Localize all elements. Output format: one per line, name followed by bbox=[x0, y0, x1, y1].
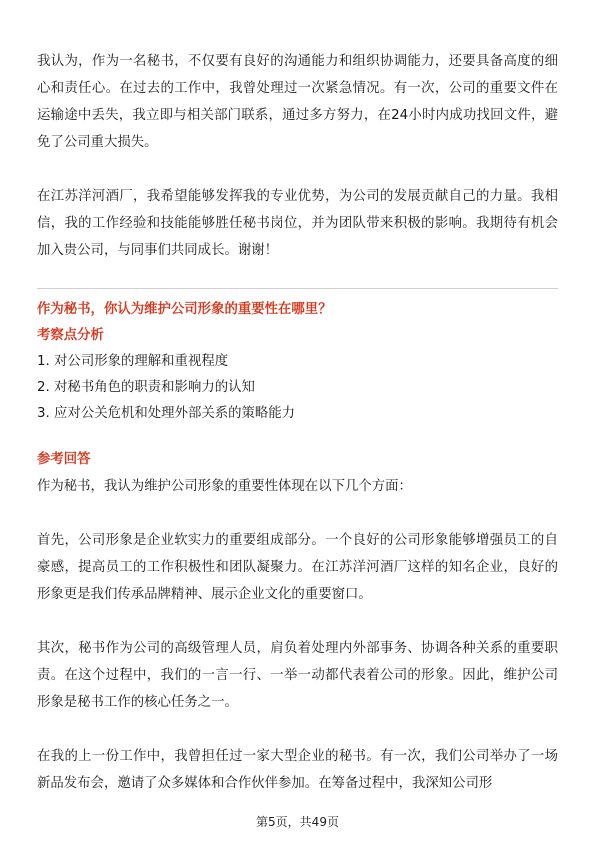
intro-section bbox=[37, 48, 558, 264]
analysis-item-3: 3. 应对公关危机和处理外部关系的策略能力 bbox=[37, 406, 296, 421]
intro-paragraph-1: 我认为，作为一名秘书，不仅要有良好的沟通能力和组织协调能力，还要具备高度的细心和责任心。在过去的工作中，我曾处理过一次紧急情况。有一次，公司的重要文件在运输途中丢失，我立即与相关部门联系，通过多方努力，在24小时内成功找回文件，避免了公司重大损失。 bbox=[37, 54, 558, 150]
section-divider bbox=[37, 288, 558, 289]
analysis-section bbox=[37, 323, 558, 427]
analysis-item-1: 1. 对公司形象的理解和重视程度 bbox=[37, 354, 229, 369]
answer-paragraph-3: 在我的上一份工作中，我曾担任过一家大型企业的秘书。有一次，我们公司举办了一场新品发布会，邀请了众多媒体和合作伙伴参加。在筹备过程中，我深知公司形 bbox=[37, 749, 558, 791]
answer-section bbox=[37, 447, 558, 797]
answer-lead: 作为秘书，我认为维护公司形象的重要性体现在以下几个方面： bbox=[37, 479, 412, 494]
analysis-label: 考察点分析 bbox=[37, 328, 104, 343]
analysis-item-2: 2. 对秘书角色的职责和影响力的认知 bbox=[37, 380, 255, 395]
page-number: 第5页，共49页 bbox=[256, 815, 339, 829]
question-heading: 作为秘书，你认为维护公司形象的重要性在哪里？ bbox=[37, 302, 332, 317]
intro-paragraph-2: 在江苏洋河酒厂，我希望能够发挥我的专业优势，为公司的发展贡献自己的力量。我相信，我的工作经验和技能能够胜任秘书岗位，并为团队带来积极的影响。我期待有机会加入贵公司，与同事们共同成长。谢谢！ bbox=[37, 189, 558, 258]
answer-paragraph-1: 首先，公司形象是企业软实力的重要组成部分。一个良好的公司形象能够增强员工的自豪感，提高员工的工作积极性和团队凝聚力。在江苏洋河酒厂这样的知名企业，良好的形象更是我们传承品牌精神、展示企业文化的重要窗口。 bbox=[37, 533, 558, 602]
answer-paragraph-2: 其次，秘书作为公司的高级管理人员，肩负着处理内外部事务、协调各种关系的重要职责。在这个过程中，我们的一言一行、一举一动都代表着公司的形象。因此，维护公司形象是秘书工作的核心任务之一。 bbox=[37, 641, 558, 710]
answer-label: 参考回答 bbox=[37, 452, 91, 467]
